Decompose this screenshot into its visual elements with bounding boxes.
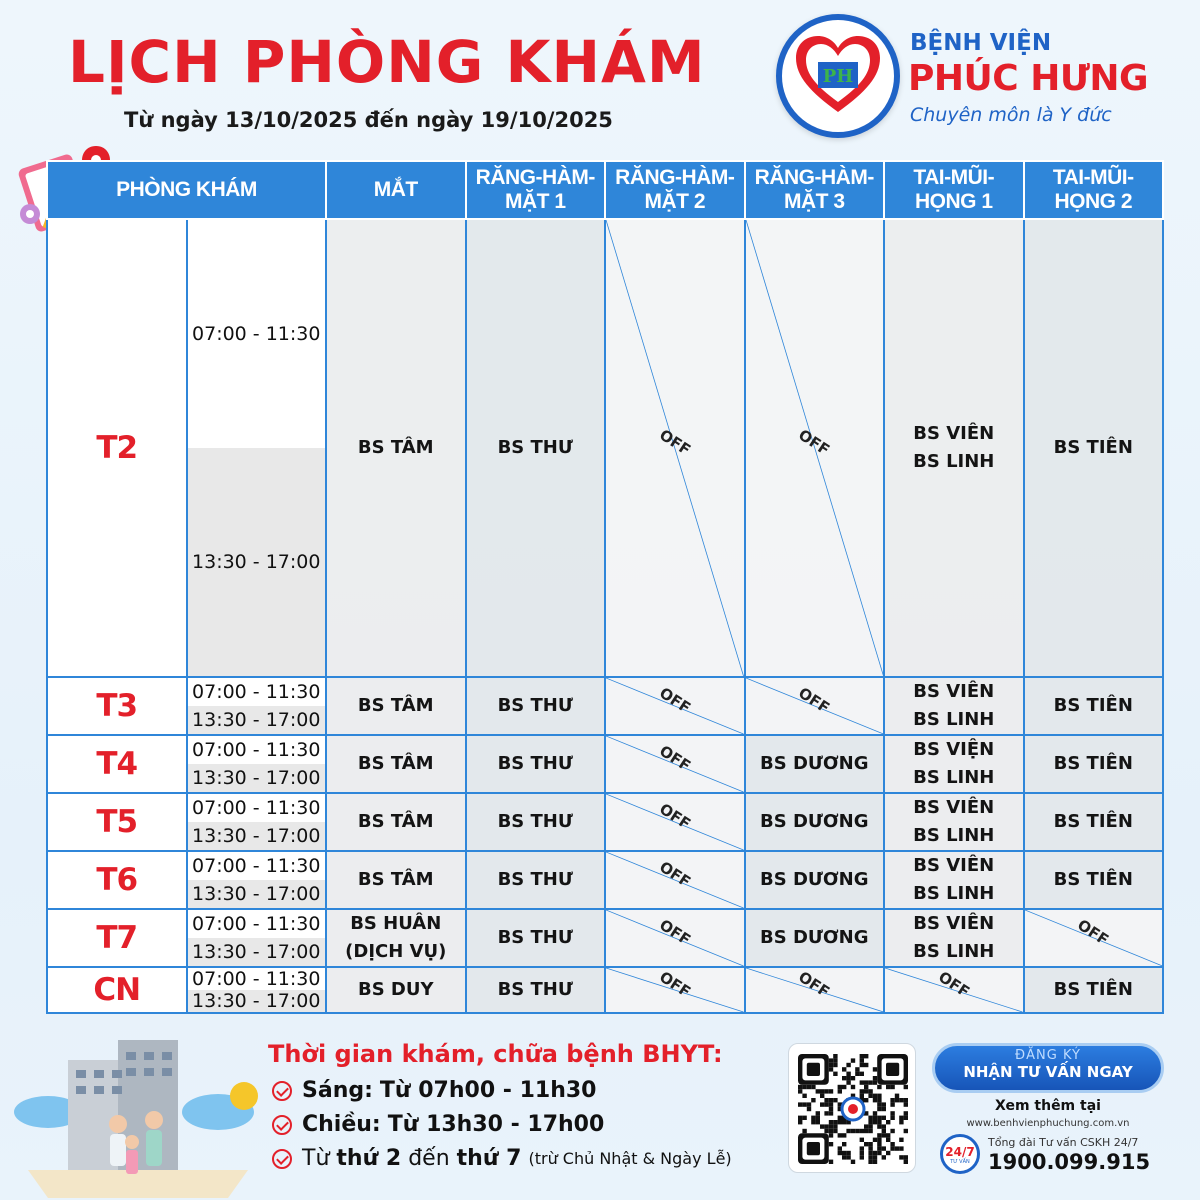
days-prefix: Từ — [302, 1146, 330, 1171]
register-consult-button[interactable] — [932, 1043, 1164, 1093]
badge-number: 24/7 — [945, 1145, 975, 1159]
header-ent-2: TAI-MŨI-HỌNG 2 — [1024, 161, 1164, 219]
table-row — [47, 793, 1163, 851]
off-label: OFF — [655, 741, 694, 776]
table-header-row — [47, 161, 1163, 219]
doctor-name: BS HUÂN — [350, 913, 442, 934]
doctor-name: BS TÂM — [357, 869, 434, 890]
doctor-cell — [326, 851, 466, 909]
morning-slot: 07:00 - 11:30 — [188, 910, 326, 938]
off-label: OFF — [655, 967, 694, 1002]
check-icon — [272, 1149, 292, 1169]
register-bottom-label: NHẬN TƯ VẤN NGAY — [963, 1063, 1133, 1081]
doctor-cell — [326, 677, 466, 735]
doctor-name: BS VIÊN — [913, 423, 995, 444]
doctor-name: BS TIÊN — [1053, 811, 1133, 832]
bhyt-morning — [272, 1078, 596, 1103]
doctor-name: BS VIỆN — [913, 739, 995, 760]
off-cell — [745, 219, 885, 677]
date-range: Từ ngày 13/10/2025 đến ngày 19/10/2025 — [124, 108, 613, 132]
header-dental-3: RĂNG-HÀM-MẶT 3 — [745, 161, 885, 219]
doctor-cell — [466, 967, 606, 1013]
table-row — [47, 909, 1163, 967]
doctor-cell — [466, 793, 606, 851]
time-slots — [187, 967, 327, 1013]
doctor-cell — [466, 909, 606, 967]
day-label: CN — [47, 967, 187, 1013]
days-note: (trừ Chủ Nhật & Ngày Lễ) — [528, 1149, 732, 1168]
doctor-name: BS LINH — [913, 825, 995, 846]
doctor-cell — [1024, 793, 1164, 851]
morning-slot: 07:00 - 11:30 — [188, 852, 326, 880]
afternoon-slot: 13:30 - 17:00 — [188, 880, 326, 908]
doctor-cell — [884, 219, 1024, 677]
days-mid: đến — [408, 1146, 450, 1171]
doctor-name: BS VIÊN — [913, 797, 995, 818]
doctor-cell — [326, 967, 466, 1013]
off-cell — [605, 735, 745, 793]
time-slots — [187, 219, 327, 677]
doctor-name: BS TÂM — [357, 695, 434, 716]
bhyt-afternoon — [272, 1112, 604, 1137]
doctor-cell — [1024, 735, 1164, 793]
morning-slot: 07:00 - 11:30 — [188, 678, 326, 706]
day-label: T5 — [47, 793, 187, 851]
doctor-name: BS LINH — [913, 767, 995, 788]
hospital-label: BỆNH VIỆN — [910, 30, 1052, 56]
morning-slot: 07:00 - 11:30 — [188, 794, 326, 822]
header-eye: MẮT — [326, 161, 466, 219]
doctor-cell — [745, 851, 885, 909]
time-slots — [187, 677, 327, 735]
bhyt-days — [272, 1146, 732, 1171]
doctor-cell — [466, 735, 606, 793]
off-label: OFF — [934, 967, 973, 1002]
header-ent-1: TAI-MŨI-HỌNG 1 — [884, 161, 1024, 219]
afternoon-slot: 13:30 - 17:00 — [188, 938, 326, 966]
doctor-cell — [884, 851, 1024, 909]
time-slots — [187, 735, 327, 793]
off-label: OFF — [655, 799, 694, 834]
afternoon-slot: 13:30 - 17:00 — [188, 706, 326, 734]
time-slots — [187, 851, 327, 909]
doctor-cell — [884, 909, 1024, 967]
doctor-name: BS THƯ — [497, 437, 573, 458]
table-row — [47, 967, 1163, 1013]
doctor-cell — [326, 735, 466, 793]
off-cell — [605, 793, 745, 851]
badge-text: TƯ VẤN — [950, 1159, 970, 1165]
hotline-number[interactable]: 1900.099.915 — [988, 1150, 1151, 1174]
table-row — [47, 851, 1163, 909]
doctor-cell — [884, 735, 1024, 793]
doctor-cell — [1024, 219, 1164, 677]
doctor-cell — [1024, 851, 1164, 909]
doctor-name: BS TÂM — [357, 811, 434, 832]
day-label: T6 — [47, 851, 187, 909]
doctor-name: BS DƯƠNG — [760, 869, 869, 890]
afternoon-slot: 13:30 - 17:00 — [188, 448, 326, 676]
doctor-name: BS THƯ — [497, 695, 573, 716]
doctor-cell — [884, 677, 1024, 735]
doctor-name: BS TIÊN — [1053, 979, 1133, 1000]
morning-slot: 07:00 - 11:30 — [188, 736, 326, 764]
hotline-label: Tổng đài Tư vấn CSKH 24/7 — [988, 1136, 1139, 1149]
doctor-name: BS THƯ — [497, 927, 573, 948]
doctor-name: BS LINH — [913, 451, 995, 472]
doctor-name: BS VIÊN — [913, 681, 995, 702]
off-cell — [1024, 909, 1164, 967]
morning-slot: 07:00 - 11:30 — [188, 220, 326, 448]
see-more-label: Xem thêm tại — [995, 1098, 1101, 1114]
doctor-cell — [326, 909, 466, 967]
heart-logo-icon — [790, 28, 886, 124]
register-top-label: ĐĂNG KÝ — [1015, 1048, 1081, 1063]
off-label: OFF — [795, 683, 834, 718]
afternoon-slot: 13:30 - 17:00 — [188, 822, 326, 850]
doctor-name: BS VIÊN — [913, 855, 995, 876]
doctor-cell — [466, 677, 606, 735]
doctor-cell — [466, 851, 606, 909]
day-label: T2 — [47, 219, 187, 677]
day-label: T4 — [47, 735, 187, 793]
doctor-name: BS TIÊN — [1053, 695, 1133, 716]
table-row — [47, 735, 1163, 793]
hospital-family-illustration — [8, 1020, 268, 1200]
morning-hours: Từ 07h00 - 11h30 — [379, 1078, 597, 1103]
table-row — [47, 219, 1163, 677]
check-icon — [272, 1115, 292, 1135]
table-row — [47, 677, 1163, 735]
off-label: OFF — [655, 683, 694, 718]
hospital-logo — [776, 14, 900, 138]
doctor-name: BS DUY — [357, 979, 434, 1000]
qr-code[interactable] — [788, 1043, 916, 1173]
off-label: OFF — [795, 425, 834, 460]
off-cell — [605, 967, 745, 1013]
doctor-cell — [745, 793, 885, 851]
check-icon — [272, 1081, 292, 1101]
doctor-cell — [745, 909, 885, 967]
doctor-name: BS TÂM — [357, 753, 434, 774]
doctor-cell — [1024, 967, 1164, 1013]
doctor-name: BS LINH — [913, 709, 995, 730]
off-cell — [605, 851, 745, 909]
doctor-name: BS TIÊN — [1053, 437, 1133, 458]
header-dental-1: RĂNG-HÀM-MẶT 1 — [466, 161, 606, 219]
doctor-name: BS DƯƠNG — [760, 811, 869, 832]
page-title: LỊCH PHÒNG KHÁM — [68, 28, 706, 96]
doctor-name: BS TIÊN — [1053, 869, 1133, 890]
doctor-name: BS THƯ — [497, 753, 573, 774]
afternoon-label: Chiều: — [302, 1112, 381, 1137]
doctor-cell — [1024, 677, 1164, 735]
schedule-table — [46, 160, 1164, 1014]
morning-slot: 07:00 - 11:30 — [188, 968, 326, 990]
day-label: T3 — [47, 677, 187, 735]
off-label: OFF — [795, 967, 834, 1002]
off-label: OFF — [1074, 915, 1113, 950]
off-label: OFF — [655, 857, 694, 892]
days-to: thứ 7 — [456, 1146, 522, 1171]
website-link[interactable]: www.benhvienphuchung.com.vn — [966, 1118, 1130, 1129]
doctor-name: BS DƯƠNG — [760, 927, 869, 948]
days-from: thứ 2 — [336, 1146, 402, 1171]
off-cell — [605, 677, 745, 735]
doctor-name: BS VIÊN — [913, 913, 995, 934]
time-slots — [187, 909, 327, 967]
doctor-name: BS TÂM — [357, 437, 434, 458]
off-label: OFF — [655, 425, 694, 460]
header-clinic: PHÒNG KHÁM — [47, 161, 326, 219]
off-cell — [745, 677, 885, 735]
afternoon-slot: 13:30 - 17:00 — [188, 764, 326, 792]
hospital-slogan: Chuyên môn là Y đức — [910, 104, 1112, 126]
doctor-name: BS DƯƠNG — [760, 753, 869, 774]
doctor-cell — [466, 219, 606, 677]
off-cell — [605, 909, 745, 967]
doctor-name: BS THƯ — [497, 979, 573, 1000]
time-slots — [187, 793, 327, 851]
doctor-cell — [326, 793, 466, 851]
morning-label: Sáng: — [302, 1078, 373, 1103]
afternoon-slot: 13:30 - 17:00 — [188, 990, 326, 1012]
off-cell — [884, 967, 1024, 1013]
svg-text:PH: PH — [822, 66, 854, 87]
afternoon-hours: Từ 13h30 - 17h00 — [387, 1112, 605, 1137]
off-label: OFF — [655, 915, 694, 950]
doctor-cell — [884, 793, 1024, 851]
hotline-badge-icon — [940, 1134, 980, 1174]
header-dental-2: RĂNG-HÀM-MẶT 2 — [605, 161, 745, 219]
doctor-cell — [326, 219, 466, 677]
doctor-name: BS THƯ — [497, 869, 573, 890]
doctor-name: BS LINH — [913, 941, 995, 962]
doctor-cell — [745, 735, 885, 793]
doctor-name: BS LINH — [913, 883, 995, 904]
day-label: T7 — [47, 909, 187, 967]
bhyt-title: Thời gian khám, chữa bệnh BHYT: — [268, 1040, 723, 1068]
doctor-name: BS TIÊN — [1053, 753, 1133, 774]
doctor-name: (DỊCH VỤ) — [345, 941, 447, 962]
off-cell — [605, 219, 745, 677]
doctor-name: BS THƯ — [497, 811, 573, 832]
qr-code-icon — [789, 1044, 917, 1174]
hospital-name: PHÚC HƯNG — [908, 58, 1149, 99]
off-cell — [745, 967, 885, 1013]
